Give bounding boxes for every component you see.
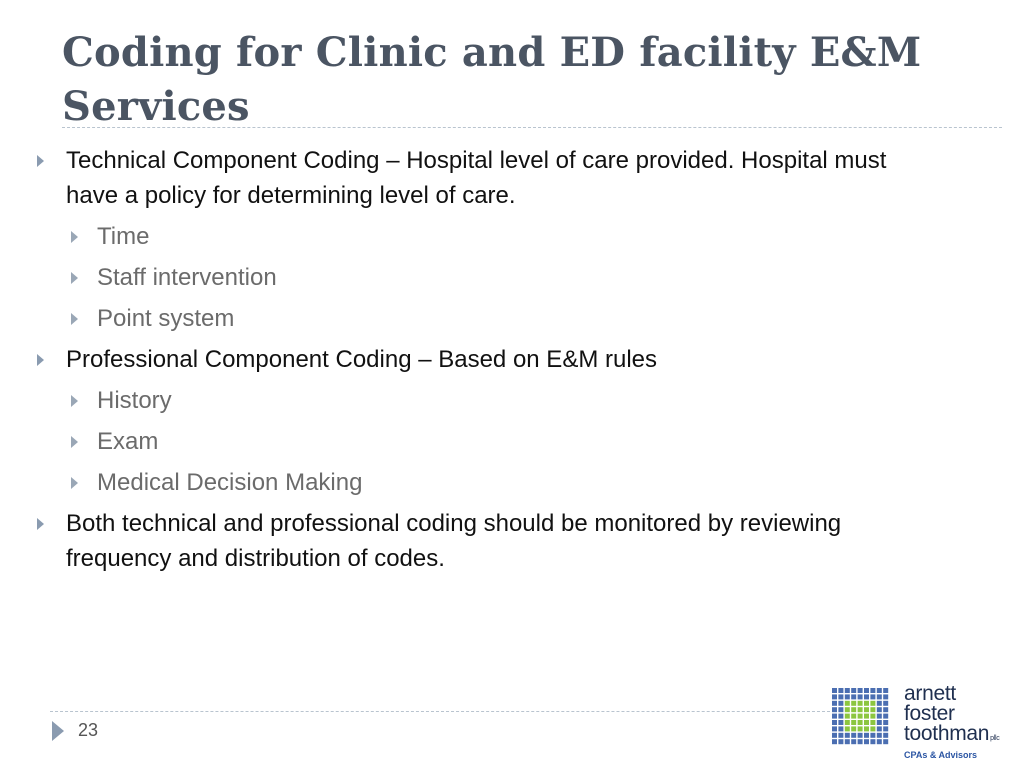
bullet-text: Both technical and professional coding should be monitored by reviewing frequency and distribution of codes. (66, 510, 842, 572)
sub-bullet-item (0, 301, 1024, 336)
bullet-text: Professional Component Coding – Based on E&M rules (66, 346, 657, 373)
logo-wordmark (904, 684, 999, 749)
bullet-list (0, 143, 1024, 582)
footer-arrow-icon (52, 721, 64, 741)
bullet-arrow-icon (71, 436, 78, 448)
bullet-item (0, 342, 896, 377)
sub-bullet-item (0, 424, 1024, 459)
bullet-arrow-icon (71, 313, 78, 325)
bullet-arrow-icon (71, 231, 78, 243)
logo-line: toothmanpllc (904, 722, 1000, 745)
bullet-item (0, 506, 896, 576)
sub-bullet-text: History (97, 387, 172, 414)
sub-bullet-text: Exam (97, 428, 159, 455)
sub-bullet-item (0, 383, 1024, 418)
bullet-arrow-icon (37, 155, 44, 167)
bullet-arrow-icon (71, 395, 78, 407)
page-number: 23 (78, 720, 99, 740)
bullet-arrow-icon (71, 272, 78, 284)
bullet-arrow-icon (37, 354, 44, 366)
bullet-arrow-icon (37, 518, 44, 530)
logo-line: arnett (904, 682, 956, 705)
logo-tagline: CPAs & Advisors (904, 750, 978, 760)
sub-bullet-item (0, 219, 1024, 254)
bullet-arrow-icon (71, 477, 78, 489)
sub-bullet-item (0, 465, 1024, 500)
sub-bullet-item (0, 260, 1024, 295)
bullet-item (0, 143, 896, 213)
logo-line: foster (904, 702, 955, 725)
company-logo (832, 684, 1022, 764)
title-divider (62, 127, 1002, 128)
sub-bullet-text: Staff intervention (97, 264, 277, 291)
sub-bullet-text: Time (97, 223, 150, 250)
footer-divider (50, 711, 830, 712)
slide-title: Coding for Clinic and ED facility E&M Services (62, 29, 922, 130)
logo-grid-icon (832, 688, 890, 750)
bullet-text: Technical Component Coding – Hospital level of care provided. Hospital must have a policy for determining level of care. (66, 147, 887, 209)
sub-bullet-text: Point system (97, 305, 235, 332)
sub-bullet-text: Medical Decision Making (97, 469, 363, 496)
